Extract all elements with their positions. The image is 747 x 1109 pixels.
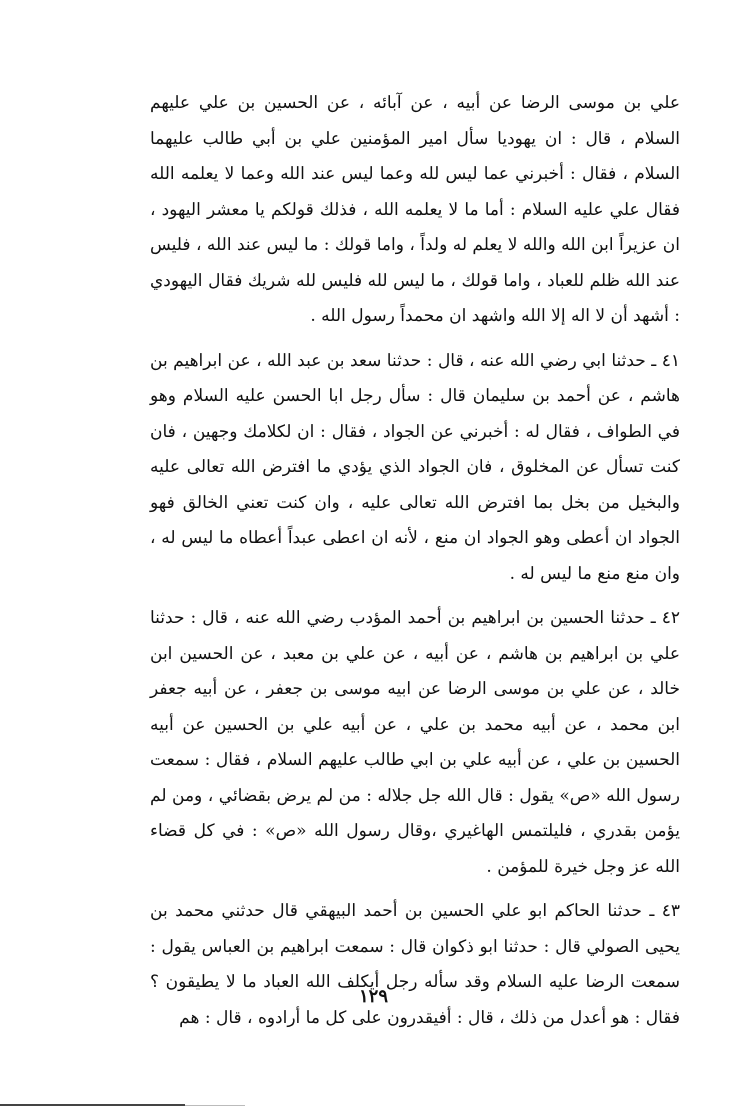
page-number: ١٢٩ [358, 986, 388, 1007]
paragraph-hadith-40-continued: علي بن موسى الرضا عن أبيه ، عن آبائه ، عن الحسين بن علي عليهم السلام ، قال : ان يهوديا سأل امير المؤمنين علي بن أبي طالب عليهما السلام ، فقال : أخبرني عما ليس لله وعما ليس عند الله وعما لا يعلمه الله فقال علي عليه السلام : أما ما لا يعلمه الله ، فذلك قولكم يا معشر اليهود ، ان عزيراً ابن الله والله لا يعلم له ولداً ، واما قولك : ما ليس عند الله ، فليس عند الله ظلم للعباد ، واما قولك ، ما ليس لله فليس لله شريك فقال اليهودي : أشهد أن لا اله إلا الله واشهد ان محمداً رسول الله . [150, 93, 680, 326]
paragraph-hadith-42: ٤٢ ـ حدثنا الحسين بن ابراهيم بن أحمد المؤدب رضي الله عنه ، قال : حدثنا علي بن ابراهيم بن هاشم ، عن أبيه ، عن علي بن معبد ، عن الحسين ابن خالد ، عن علي بن موسى الرضا عن ابيه موسى بن جعفر ، عن أبيه جعفر ابن محمد ، عن أبيه محمد بن علي ، عن أبيه علي بن الحسين عن أبيه الحسين بن علي ، عن أبيه علي بن ابي طالب عليهم السلام ، فقال : سمعت رسول الله «ص» يقول : قال الله جل جلاله : من لم يرض بقضائي ، ومن لم يؤمن بقدري ، فليلتمس الهاغيري ،وقال رسول الله «ص» : في كل قضاء الله عز وجل خيرة للمؤمن . [150, 608, 680, 877]
scan-edge-line-faint [185, 1105, 245, 1106]
scan-edge-line [0, 1104, 185, 1106]
paragraph-hadith-43: ٤٣ ـ حدثنا الحاكم ابو علي الحسين بن أحمد البيهقي قال حدثني محمد بن يحيى الصولي قال : حدثنا ابو ذكوان قال : سمعت ابراهيم بن العباس يقول : سمعت الرضا عليه السلام وقد سأله رجل أيكلف الله العباد ما لا يطيقون ؟ فقال : هو أعدل من ذلك ، قال : أفيقدرون على كل ما أرادوه ، قال : هم [150, 901, 680, 1028]
body-text [150, 86, 680, 1036]
paragraph-hadith-41: ٤١ ـ حدثنا ابي رضي الله عنه ، قال : حدثنا سعد بن عبد الله ، عن ابراهيم بن هاشم ، عن أحمد بن سليمان قال : سأل رجل ابا الحسن عليه السلام وهو في الطواف ، فقال له : أخبرني عن الجواد ، فقال : ان لكلامك وجهين ، فان كنت تسأل عن المخلوق ، فان الجواد الذي يؤدي ما افترض الله تعالى عليه والبخيل من بخل بما افترض الله تعالى عليه ، وان كنت تعني الخالق فهو الجواد ان أعطى وهو الجواد ان منع ، لأنه ان اعطى عبداً أعطاه ما ليس له ، وان منع منع ما ليس له . [150, 350, 680, 584]
